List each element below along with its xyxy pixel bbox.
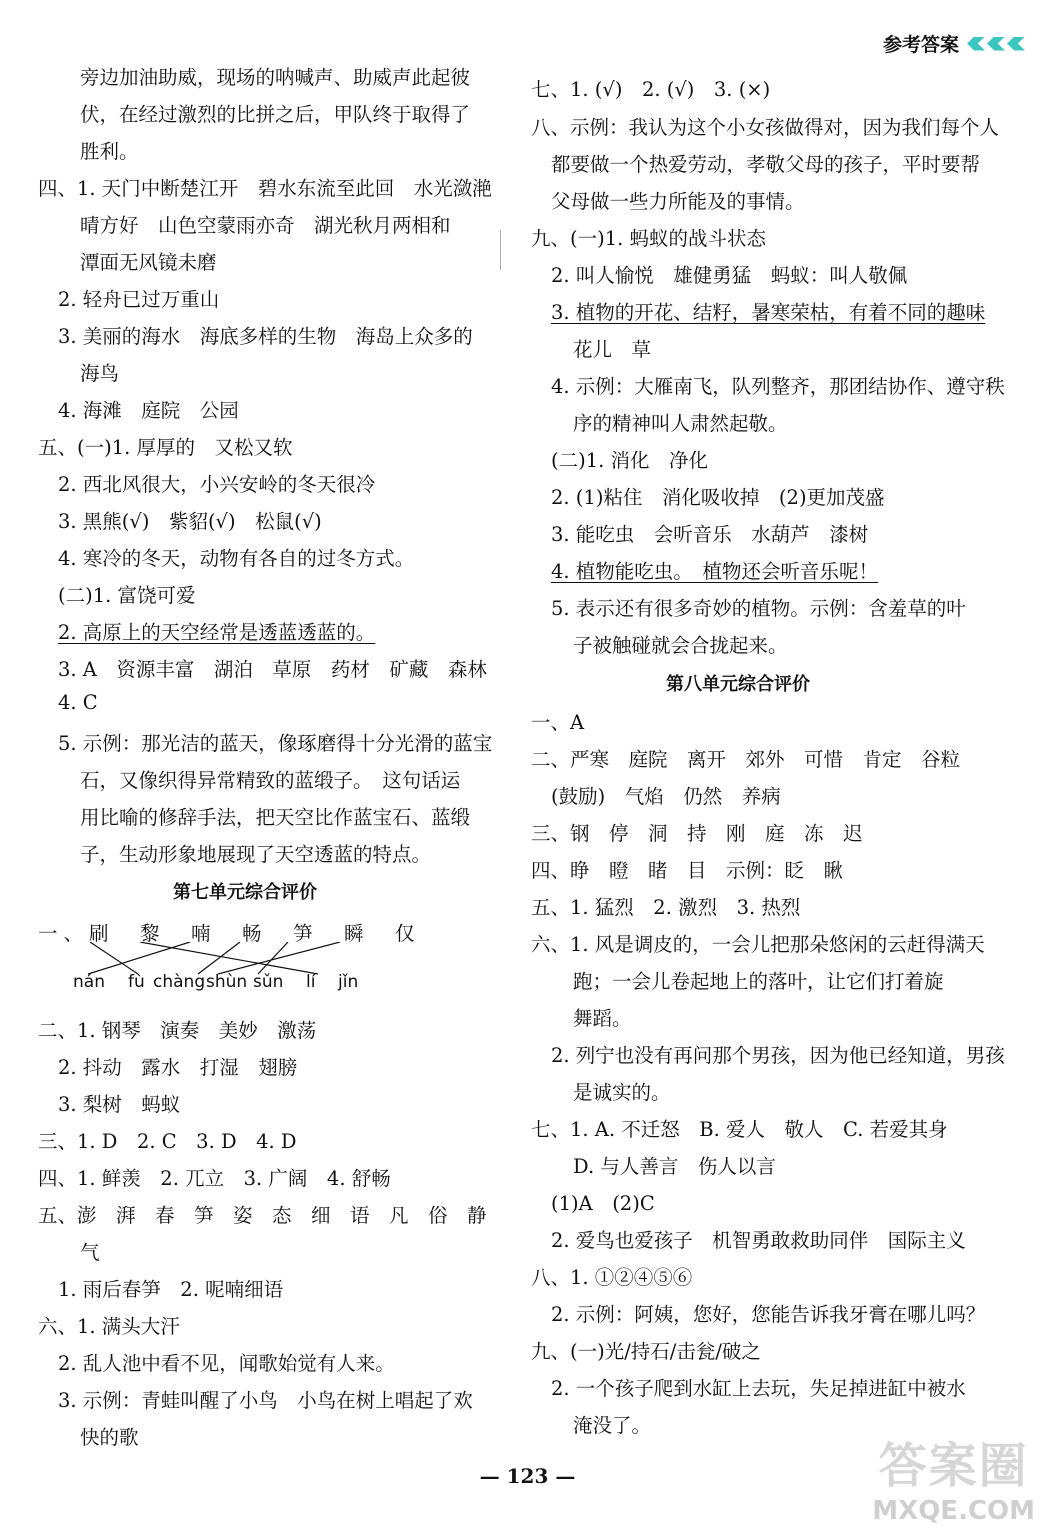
pinyin: shùn bbox=[206, 972, 248, 992]
answer-line: 3. A 资源丰富 湖泊 草原 药材 矿藏 森林 bbox=[58, 658, 487, 681]
answer-line: 3. 植物的开花、结籽，暑寒荣枯，有着不同的趣味 bbox=[551, 301, 986, 324]
answer-line: (1)A (2)C bbox=[551, 1192, 655, 1215]
column-divider bbox=[500, 230, 501, 270]
answer-line: 4. 海滩 庭院 公园 bbox=[58, 399, 239, 422]
answer-line: 3. 梨树 蚂蚁 bbox=[58, 1093, 181, 1116]
watermark-url: MXQE.COM bbox=[872, 1496, 1035, 1526]
header-title: 参考答案 bbox=[882, 34, 959, 56]
answer-line: 旁边加油助威，现场的呐喊声、助威声此起彼 bbox=[80, 66, 471, 89]
answer-line: 2. 一个孩子爬到水缸上去玩，失足掉进缸中被水 bbox=[551, 1377, 966, 1400]
answer-line: 2. 抖动 露水 打湿 翅膀 bbox=[58, 1056, 298, 1079]
section-heading: 第七单元综合评价 bbox=[173, 882, 317, 903]
answer-line: 2. 爱鸟也爱孩子 机智勇敢救助同伴 国际主义 bbox=[551, 1229, 966, 1252]
answer-line: 父母做一些力所能及的事情。 bbox=[551, 190, 805, 213]
answer-line: 4. 植物能吃虫。 植物还会听音乐呢！ bbox=[551, 560, 879, 583]
pinyin: chàng bbox=[153, 972, 206, 992]
watermark-text: 答案圈 bbox=[878, 1438, 1029, 1494]
answer-line: (二)1. 消化 净化 bbox=[551, 449, 709, 472]
answer-line: 伏，在经过激烈的比拼之后，甲队终于取得了 bbox=[80, 103, 471, 126]
answer-line: 海鸟 bbox=[80, 362, 120, 385]
answer-line: 3. 能吃虫 会听音乐 水葫芦 漆树 bbox=[551, 523, 869, 546]
answer-line: 2. 叫人愉悦 雄健勇猛 蚂蚁：叫人敬佩 bbox=[551, 264, 908, 287]
answer-line: 三、钢 停 洞 持 刚 庭 冻 迟 bbox=[531, 822, 863, 845]
answer-line: 2. 乱人池中看不见，闻歌始觉有人来。 bbox=[58, 1352, 395, 1375]
answer-line: 七、1. (√) 2. (√) 3. (×) bbox=[531, 78, 771, 101]
watermark-logo bbox=[872, 1427, 1035, 1526]
answer-line: 子，生动形象地展现了天空透蓝的特点。 bbox=[80, 843, 432, 866]
pinyin: jǐn bbox=[338, 972, 359, 992]
answer-line: 五、1. 猛烈 2. 激烈 3. 热烈 bbox=[531, 896, 801, 919]
answer-line: (鼓励) 气焰 仍然 养病 bbox=[551, 785, 781, 808]
answer-line: 六、1. 满头大汗 bbox=[38, 1315, 180, 1338]
answer-line: 淹没了。 bbox=[573, 1414, 652, 1437]
answer-line: 是诚实的。 bbox=[573, 1081, 671, 1104]
answer-line: 2. 高原上的天空经常是透蓝透蓝的。 bbox=[58, 621, 376, 644]
answer-line: 5. 表示还有很多奇妙的植物。示例：含羞草的叶 bbox=[551, 597, 966, 620]
answer-line: 2. 轻舟已过万重山 bbox=[58, 288, 220, 311]
answer-line: 子被触碰就会合拢起来。 bbox=[573, 634, 788, 657]
answer-line: 一、A bbox=[531, 711, 585, 734]
answer-line: 石，又像织得异常精致的蓝缎子。 这句话运 bbox=[80, 769, 461, 792]
answer-line: 花儿 草 bbox=[573, 338, 652, 361]
answer-line: 五、(一)1. 厚厚的 又松又软 bbox=[38, 436, 293, 459]
answer-line: 舞蹈。 bbox=[573, 1007, 632, 1030]
answer-line: 三、1. D 2. C 3. D 4. D bbox=[38, 1130, 297, 1153]
answer-line: 二、1. 钢琴 演奏 美妙 激荡 bbox=[38, 1019, 317, 1042]
answer-line: 四、1. 鲜羡 2. 兀立 3. 广阔 4. 舒畅 bbox=[38, 1167, 391, 1190]
answer-line: 4. 寒冷的冬天，动物有各自的过冬方式。 bbox=[58, 547, 415, 570]
answer-line: 胜利。 bbox=[80, 140, 139, 163]
answer-line: 2. (1)粘住 消化吸收掉 (2)更加茂盛 bbox=[551, 486, 885, 509]
answer-line: 5. 示例：那光洁的蓝天，像琢磨得十分光滑的蓝宝 bbox=[58, 732, 493, 755]
answer-line: 八、1. ①②④⑤⑥ bbox=[531, 1266, 693, 1289]
answer-line: 二、严寒 庭院 离开 郊外 可惜 肯定 谷粒 bbox=[531, 748, 961, 771]
arrow-decoration-icon bbox=[967, 37, 1025, 51]
answer-line: D. 与人善言 伤人以言 bbox=[573, 1155, 776, 1178]
pinyin: lí bbox=[306, 972, 316, 992]
answer-line: (二)1. 富饶可爱 bbox=[58, 584, 196, 607]
page-number: — 123 — bbox=[479, 1464, 576, 1488]
answer-line: 3. 示例：青蛙叫醒了小鸟 小鸟在树上唱起了欢 bbox=[58, 1389, 473, 1412]
pinyin: nán bbox=[73, 972, 105, 992]
pinyin: fù bbox=[128, 972, 145, 992]
answer-line: 2. 示例：阿姨，您好，您能告诉我牙膏在哪儿吗？ bbox=[551, 1303, 986, 1326]
pinyin: sǔn bbox=[253, 972, 284, 992]
answer-line: 快的歌 bbox=[80, 1426, 139, 1449]
answer-line: 晴方好 山色空蒙雨亦奇 湖光秋月两相和 bbox=[80, 214, 451, 237]
answer-line: 3. 黑熊(√) 紫貂(√) 松鼠(√) bbox=[58, 510, 322, 533]
answer-line: 用比喻的修辞手法，把天空比作蓝宝石、蓝缎 bbox=[80, 806, 471, 829]
answer-line: 2. 列宁也没有再问那个男孩，因为他已经知道，男孩 bbox=[551, 1044, 1005, 1067]
answer-line: 4. C bbox=[58, 691, 98, 714]
answer-line: 4. 示例：大雁南飞，队列整齐，那团结协作、遵守秩 bbox=[551, 375, 1005, 398]
answer-line: 都要做一个热爱劳动，孝敬父母的孩子，平时要帮 bbox=[551, 153, 981, 176]
answer-line: 2. 西北风很大，小兴安岭的冬天很冷 bbox=[58, 473, 376, 496]
answer-line: 六、1. 风是调皮的，一会儿把那朵悠闲的云赶得满天 bbox=[531, 933, 985, 956]
answer-line: 气 bbox=[80, 1241, 100, 1264]
answer-line: 四、1. 天门中断楚江开 碧水东流至此回 水光潋滟 bbox=[38, 177, 492, 200]
answer-line: 五、澎 湃 春 笋 姿 态 细 语 凡 俗 静 bbox=[38, 1204, 487, 1227]
answer-line: 3. 美丽的海水 海底多样的生物 海岛上众多的 bbox=[58, 325, 473, 348]
answer-line: 跑；一会儿卷起地上的落叶，让它们打着旋 bbox=[573, 970, 944, 993]
answer-line: 八、示例：我认为这个小女孩做得对，因为我们每个人 bbox=[531, 116, 1000, 139]
answer-line: 四、睁 瞪 睹 目 示例：眨 瞅 bbox=[531, 859, 844, 882]
answer-line: 九、(一)光/持石/击瓮/破之 bbox=[531, 1340, 761, 1363]
answer-line: 1. 雨后春笋 2. 呢喃细语 bbox=[58, 1278, 284, 1301]
answer-line: 七、1. A. 不迁怒 B. 爱人 敬人 C. 若爱其身 bbox=[531, 1118, 948, 1141]
answer-line: 序的精神叫人肃然起敬。 bbox=[573, 412, 788, 435]
page-header bbox=[883, 30, 1025, 57]
answer-line: 潭面无风镜未磨 bbox=[80, 251, 217, 274]
answer-line: 九、(一)1. 蚂蚁的战斗状态 bbox=[531, 227, 767, 250]
answer-line: 一、刷 黎 喃 畅 笋 瞬 仅 bbox=[38, 922, 421, 945]
section-heading: 第八单元综合评价 bbox=[666, 674, 810, 695]
